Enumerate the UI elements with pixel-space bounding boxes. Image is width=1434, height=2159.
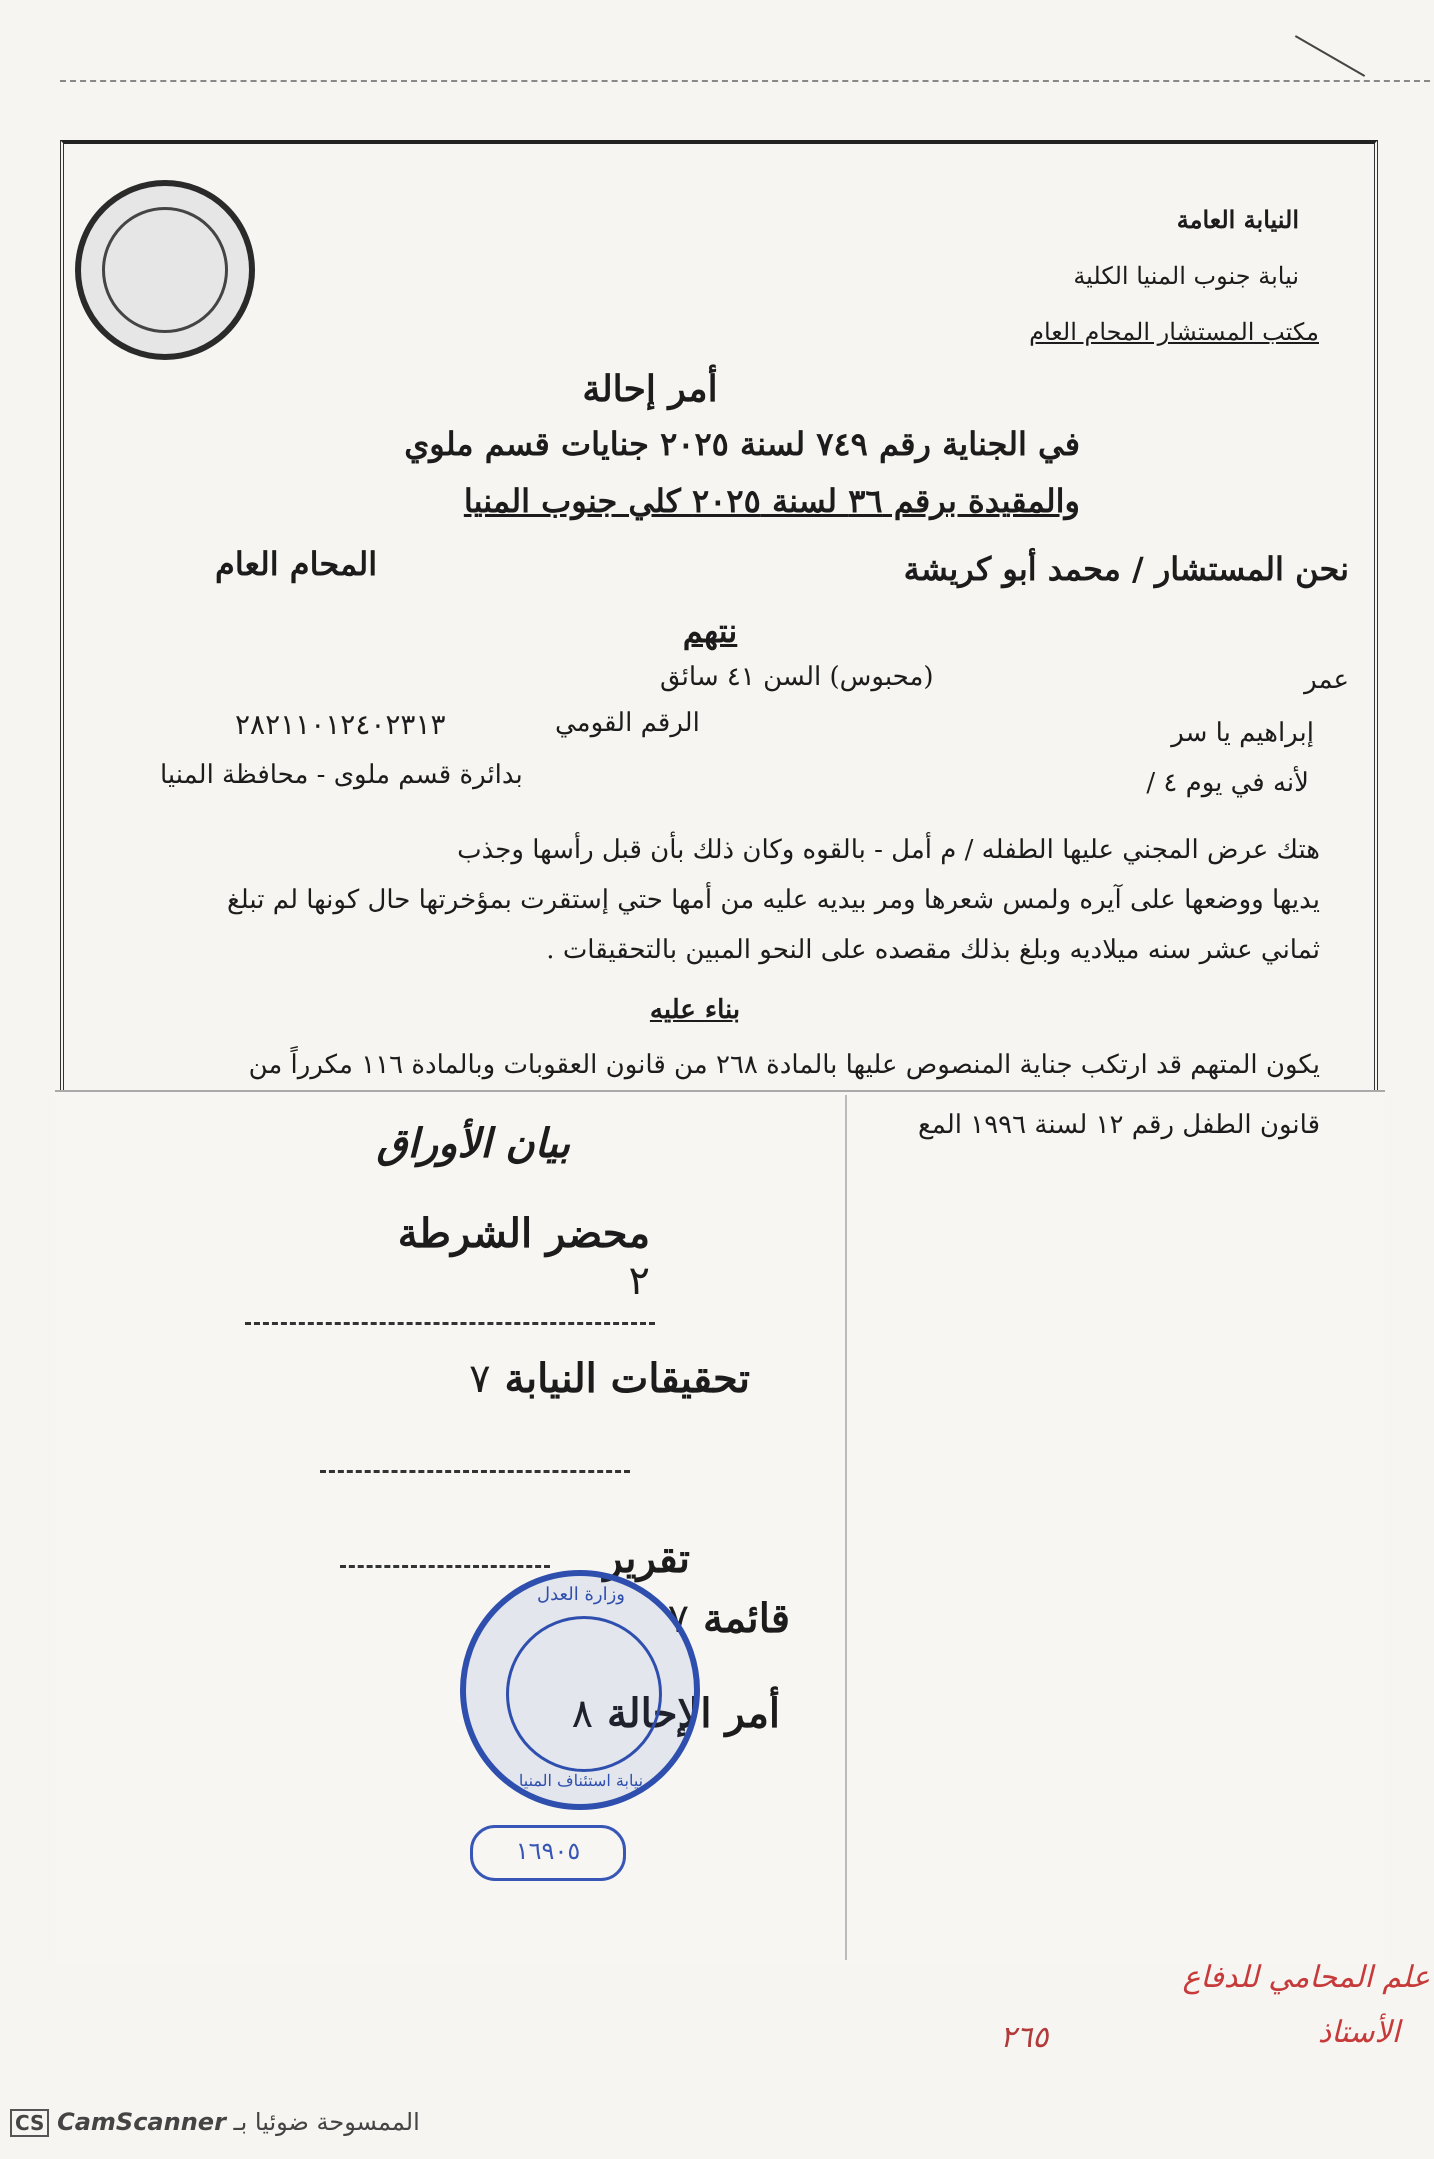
papers-item-investigations: تحقيقات النيابة ٧: [469, 1355, 750, 1402]
charge-line-3: ثماني عشر سنه ميلاديه وبلغ بذلك مقصده على النحو المبين بالتحقيقات .: [546, 935, 1320, 965]
stamp-text-bottom: نيابة استئناف المنيا: [518, 1771, 644, 1790]
stamp-number: ١٦٩٠٥: [470, 1825, 626, 1881]
charge-line-2: يديها ووضعها على آيره ولمس شعرها ومر بيديه عليه من أمها حتي إستقرت بمؤخرتها حال كونها لم تبلغ: [226, 885, 1320, 915]
accused-prefix: عمر: [1304, 665, 1349, 695]
separator: [340, 1565, 550, 1568]
district: بدائرة قسم ملوى - محافظة المنيا: [160, 760, 523, 790]
national-id-value: ٢٨٢١١٠١٢٤٠٢٣١٣: [235, 708, 446, 741]
handwritten-note-line-2: الأستاذ: [1317, 2015, 1400, 2050]
org-line-1: النيابة العامة: [1176, 205, 1299, 234]
stamp-text-top: وزارة العدل: [537, 1584, 625, 1605]
camscanner-brand: CamScanner: [57, 2108, 226, 2136]
scan-top-edge: [60, 40, 1430, 82]
public-prosecution-seal-icon: [75, 180, 255, 360]
document-title: أمر إحالة: [582, 368, 718, 410]
offence-date: لأنه في يوم ٤ /: [1146, 768, 1309, 798]
scanner-watermark: [10, 2108, 470, 2136]
papers-item-referral-order: أمر الإحالة ٨: [571, 1690, 780, 1737]
ruling-line-1: يكون المتهم قد ارتكب جناية المنصوص عليها بالمادة ٢٦٨ من قانون العقوبات وبالمادة ١١٦ مكرراً من: [248, 1050, 1320, 1080]
registration-line: والمقيدة برقم ٣٦ لسنة ٢٠٢٥ كلي جنوب المنيا: [463, 482, 1080, 520]
camscanner-logo-icon: CS: [10, 2109, 49, 2137]
org-line-2: نيابة جنوب المنيا الكلية: [1073, 262, 1299, 290]
issuer-title: المحام العام: [215, 545, 378, 583]
official-stamp-icon: [460, 1570, 700, 1810]
ruling-heading: بناء عليه: [649, 995, 741, 1025]
issuer-name: نحن المستشار / محمد أبو كريشة: [903, 550, 1349, 588]
national-id-label: الرقم القومي: [555, 708, 700, 738]
case-number-line: في الجناية رقم ٧٤٩ لسنة ٢٠٢٥ جنايات قسم ملوي: [404, 425, 1080, 463]
papers-heading: بيان الأوراق: [376, 1120, 570, 1167]
ruling-line-2: قانون الطفل رقم ١٢ لسنة ١٩٩٦ المع: [917, 1110, 1320, 1140]
separator: [245, 1322, 655, 1325]
papers-sheet: [55, 1090, 1385, 1962]
scanner-text: الممسوحة ضوئيا بـ: [233, 2108, 420, 2136]
accused-details: (محبوس) السن ٤١ سائق: [660, 662, 934, 692]
papers-item-list: قائمة ٧: [667, 1595, 790, 1642]
papers-item-report: تقرير: [603, 1535, 690, 1582]
handwritten-note-line-1: علم المحامي للدفاع: [1182, 1960, 1430, 1995]
handwritten-number: ٢٦٥: [1000, 2020, 1049, 2055]
separator: [320, 1470, 630, 1473]
charge-line-1: هتك عرض المجني عليها الطفله / م أمل - بالقوه وكان ذلك بأن قبل رأسها وجذب: [457, 835, 1320, 865]
accused-name: إبراهيم يا سر: [1171, 718, 1314, 748]
accuse-heading: نتهم: [682, 612, 738, 650]
org-line-3: مكتب المستشار المحام العام: [1029, 318, 1319, 346]
papers-item-police-report: محضر الشرطة ٢: [397, 1210, 650, 1304]
sheet-divider: [845, 1095, 847, 1960]
